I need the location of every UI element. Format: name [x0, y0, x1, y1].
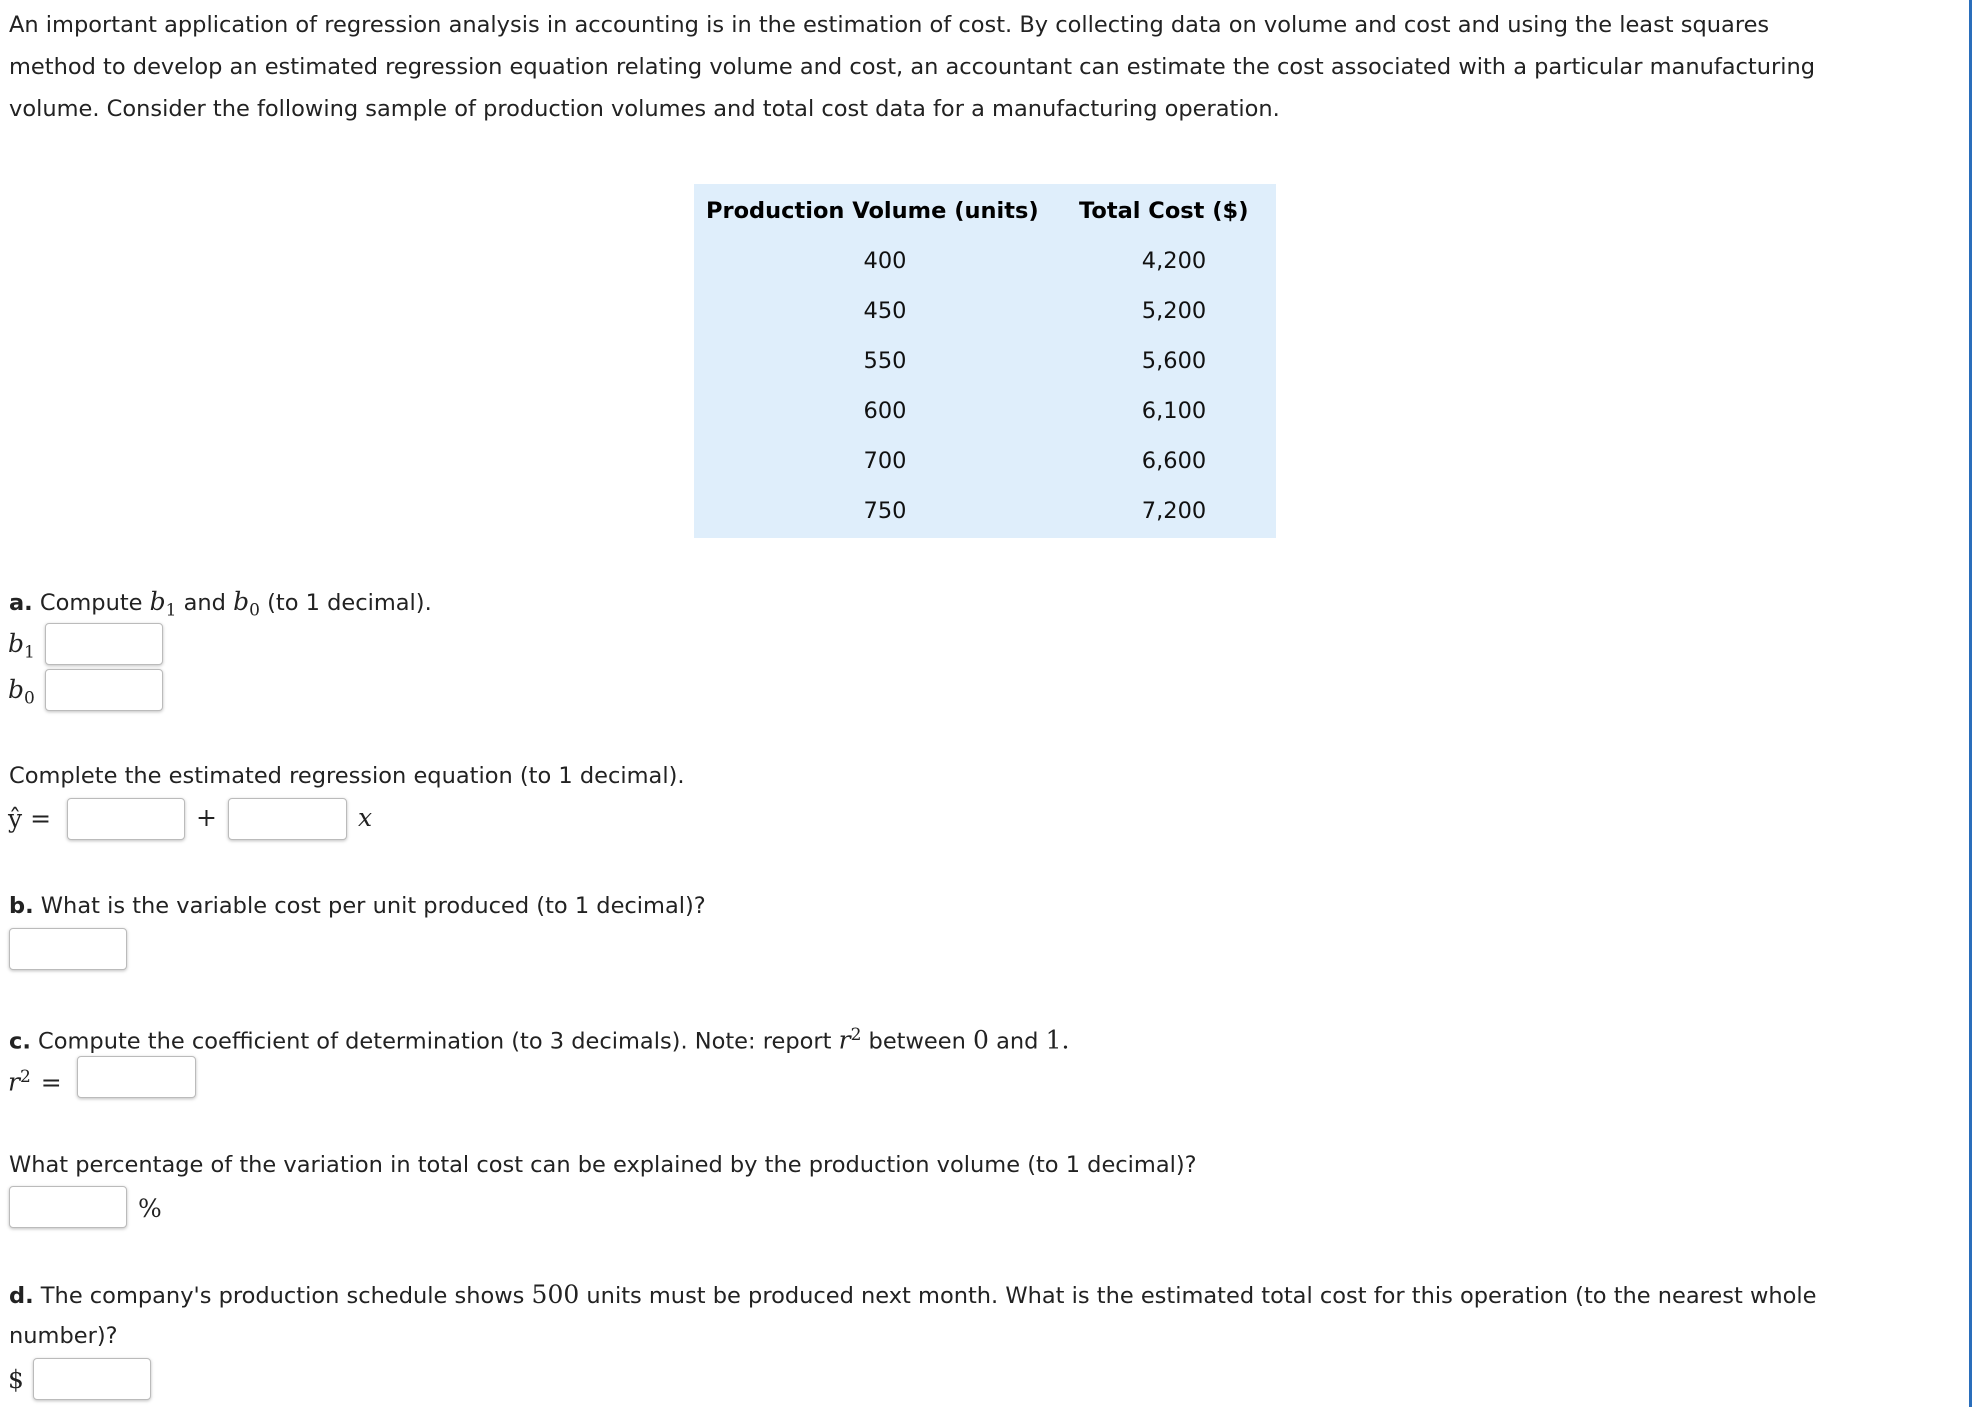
cell-production-volume: 700 [863, 448, 907, 474]
text: (to 1 decimal). [259, 590, 432, 616]
header-total-cost: Total Cost ($) [1079, 198, 1249, 224]
x-variable: x [358, 803, 373, 832]
b1-symbol: b [149, 587, 166, 616]
right-border-accent [1969, 0, 1972, 1407]
text: and [988, 1028, 1046, 1055]
part-d-question [9, 1274, 1817, 1317]
cell-production-volume: 550 [863, 348, 907, 374]
units-number: 500 [531, 1280, 580, 1309]
sup: 2 [19, 1067, 31, 1087]
text: units must be produced next month. What is the estimated total cost for this operation (to the nearest whole [579, 1283, 1817, 1309]
intercept-input[interactable] [67, 798, 185, 840]
header-production-volume: Production Volume (units) [706, 198, 1039, 224]
one: 1. [1045, 1025, 1070, 1055]
cell-total-cost: 6,600 [1141, 448, 1207, 474]
dollar-sign: $ [8, 1365, 24, 1394]
variable-cost-input[interactable] [9, 928, 127, 970]
b1-label [8, 623, 35, 674]
plus-sign: + [196, 803, 217, 832]
text: Compute the coefficient of determination (to 3 decimals). Note: report [30, 1028, 839, 1055]
slope-input[interactable] [228, 798, 347, 840]
intro-line-1: An important application of regression analysis in accounting is in the estimation of cost. By collecting data on volume and cost and using the least squares [9, 12, 1770, 38]
cell-total-cost: 4,200 [1141, 248, 1207, 274]
r: r [8, 1067, 20, 1097]
part-b-question [9, 885, 706, 927]
part-d-question-line2: number)? [9, 1323, 118, 1349]
sub: 0 [249, 600, 260, 621]
sup: 2 [850, 1025, 862, 1045]
cell-total-cost: 7,200 [1141, 498, 1207, 524]
sub: 0 [24, 688, 35, 709]
percentage-prompt: What percentage of the variation in total cost can be explained by the production volume (to 1 decimal)? [9, 1152, 1197, 1178]
part-a-letter: a. [9, 590, 33, 616]
cell-production-volume: 750 [863, 498, 907, 524]
r2-input[interactable] [77, 1056, 196, 1098]
b: b [8, 629, 25, 658]
intro-line-3: volume. Consider the following sample of production volumes and total cost data for a manufacturing operation. [9, 96, 1280, 122]
text: between [861, 1028, 974, 1055]
cell-production-volume: 600 [863, 398, 907, 424]
b0-label [8, 669, 35, 720]
part-c-letter: c. [9, 1028, 31, 1055]
part-d-letter: d. [9, 1283, 34, 1309]
r-symbol: r [838, 1025, 851, 1055]
sub: 1 [165, 600, 177, 621]
percentage-input[interactable] [9, 1186, 127, 1228]
total-cost-input[interactable] [33, 1358, 151, 1400]
b0-symbol: b [233, 587, 250, 616]
zero: 0 [973, 1025, 989, 1055]
b0-input[interactable] [45, 669, 163, 711]
text: What is the variable cost per unit produced (to 1 decimal)? [33, 893, 706, 919]
cell-production-volume: 450 [863, 298, 907, 324]
text: Compute [32, 590, 150, 616]
r2-label [8, 1056, 62, 1105]
cell-total-cost: 5,600 [1141, 348, 1207, 374]
cell-total-cost: 5,200 [1141, 298, 1207, 324]
cell-total-cost: 6,100 [1141, 398, 1207, 424]
yhat-label: ŷ = [8, 804, 52, 833]
data-table [694, 184, 1276, 538]
text: and [176, 590, 234, 616]
intro-line-2: method to develop an estimated regression equation relating volume and cost, an accountant can estimate the cost associated with a particular manufacturing [9, 54, 1816, 80]
cell-production-volume: 400 [863, 248, 907, 274]
equation-prompt: Complete the estimated regression equation (to 1 decimal). [9, 763, 685, 789]
text: The company's production schedule shows [33, 1283, 532, 1309]
b: b [8, 675, 25, 704]
percent-sign: % [138, 1194, 162, 1223]
equals: = [40, 1067, 62, 1097]
part-b-letter: b. [9, 893, 34, 919]
b1-input[interactable] [45, 623, 163, 665]
sub: 1 [24, 642, 35, 663]
